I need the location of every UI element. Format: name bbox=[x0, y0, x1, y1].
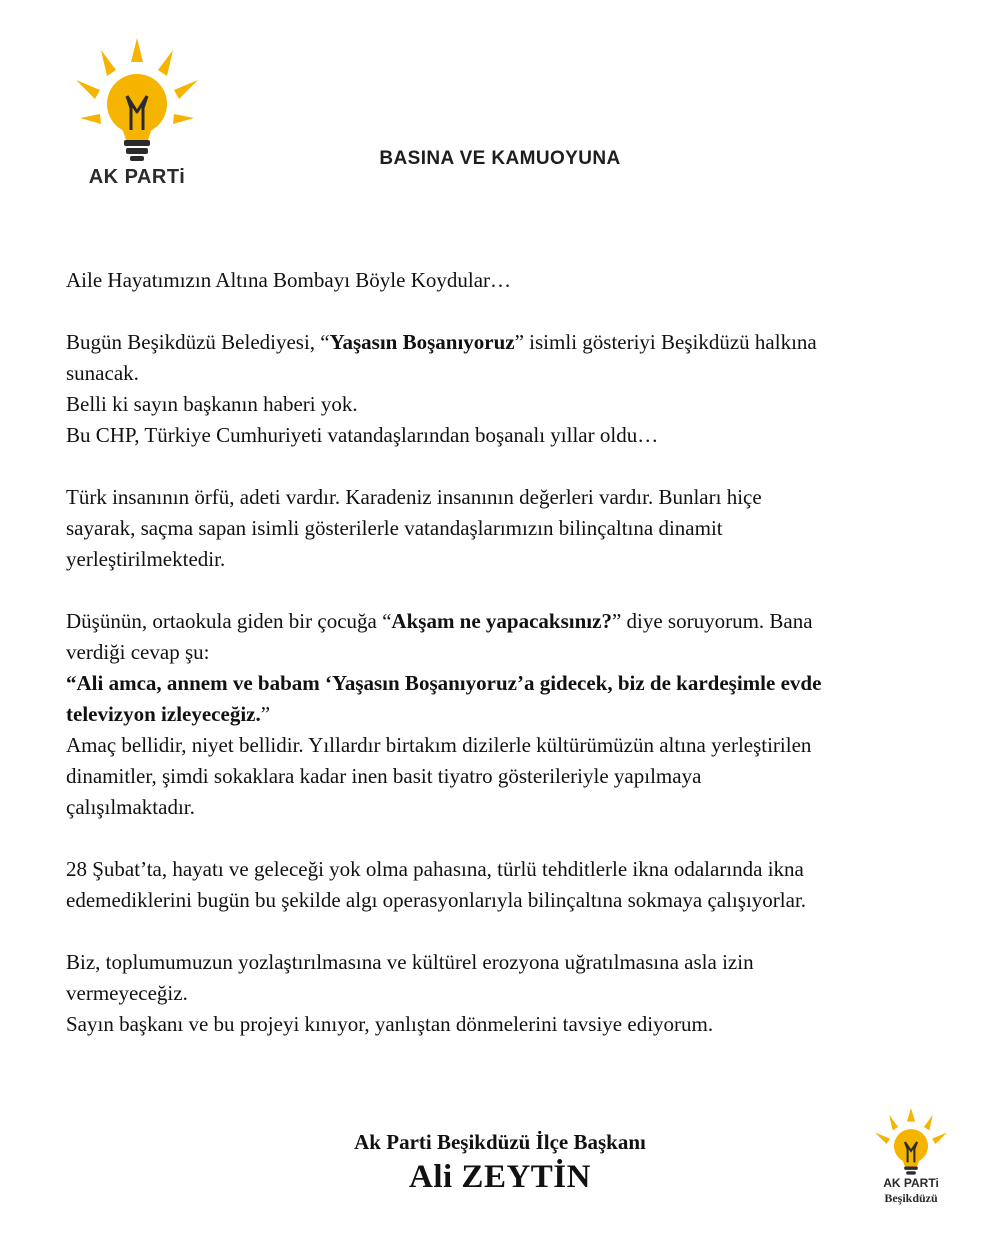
paragraph bbox=[66, 854, 936, 916]
text-segment: Türk insanının örfü, adeti vardır. Karadeniz insanının değerleri vardır. Bunları hiçe bbox=[66, 485, 762, 509]
text-line bbox=[66, 699, 936, 730]
text-line bbox=[66, 420, 936, 451]
text-segment: çalışılmaktadır. bbox=[66, 795, 195, 819]
text-line bbox=[66, 544, 936, 575]
signature-title: Ak Parti Beşikdüzü İlçe Başkanı bbox=[354, 1130, 646, 1154]
logo-text: AK PARTi bbox=[88, 166, 186, 188]
text-segment: ” isimli gösteriyi Beşikdüzü halkına bbox=[514, 330, 817, 354]
paragraph bbox=[66, 482, 936, 575]
text-line bbox=[66, 947, 936, 978]
text-line bbox=[66, 761, 936, 792]
paragraph bbox=[66, 265, 936, 296]
paragraph bbox=[66, 947, 936, 1040]
text-segment: vermeyeceğiz. bbox=[66, 981, 188, 1005]
text-line bbox=[66, 513, 936, 544]
text-line bbox=[66, 358, 936, 389]
page-title: BASINA VE KAMUOYUNA bbox=[379, 148, 621, 169]
bold-text: Yaşasın Boşanıyoruz bbox=[329, 330, 515, 354]
text-segment: Biz, toplumumuzun yozlaştırılmasına ve kültürel erozyona uğratılmasına asla izin bbox=[66, 950, 754, 974]
text-segment: Belli ki sayın başkanın haberi yok. bbox=[66, 392, 358, 416]
text-segment: verdiği cevap şu: bbox=[66, 640, 210, 664]
text-line bbox=[66, 1009, 936, 1040]
text-line bbox=[66, 265, 936, 296]
text-segment: Amaç bellidir, niyet bellidir. Yıllardır birtakım dizilerle kültürümüzün altına yerleştirilen bbox=[66, 733, 812, 757]
text-segment: dinamitler, şimdi sokaklara kadar inen basit tiyatro gösterileriyle yapılmaya bbox=[66, 764, 702, 788]
text-line bbox=[66, 885, 936, 916]
text-line bbox=[66, 637, 936, 668]
text-segment: sayarak, saçma sapan isimli gösterilerle vatandaşlarımızın bilinçaltına dinamit bbox=[66, 516, 723, 540]
text-segment: edemediklerini bugün bu şekilde algı operasyonlarıyla bilinçaltına sokmaya çalışıyorlar. bbox=[66, 888, 807, 912]
paragraph bbox=[66, 327, 936, 451]
text-line bbox=[66, 606, 936, 637]
text-segment: Bugün Beşikdüzü Belediyesi, “ bbox=[66, 330, 330, 354]
text-segment: ” bbox=[260, 702, 271, 726]
small-logo-subtitle: Beşikdüzü bbox=[884, 1191, 938, 1205]
small-logo-text: AK PARTi bbox=[883, 1176, 939, 1190]
text-line bbox=[66, 978, 936, 1009]
text-segment: yerleştirilmektedir. bbox=[66, 547, 226, 571]
text-line bbox=[66, 389, 936, 420]
lightbulb-icon bbox=[866, 1108, 956, 1176]
text-line bbox=[66, 854, 936, 885]
bold-text: “Ali amca, annem ve babam ‘Yaşasın Boşanıyoruz’a gidecek, biz de kardeşimle evde bbox=[66, 671, 822, 695]
text-line bbox=[66, 668, 936, 699]
statement-body bbox=[66, 265, 936, 1071]
text-segment: 28 Şubat’ta, hayatı ve geleceği yok olma pahasına, türlü tehditlerle ikna odalarında ikna bbox=[66, 857, 804, 881]
paragraph bbox=[66, 606, 936, 823]
signature-block bbox=[300, 1128, 700, 1198]
ak-parti-besikduzu-logo bbox=[866, 1108, 956, 1208]
text-line bbox=[66, 327, 936, 358]
lightbulb-icon bbox=[72, 36, 202, 166]
signature-name: Ali ZEYTİN bbox=[409, 1159, 591, 1195]
bold-text: Akşam ne yapacaksınız? bbox=[391, 609, 612, 633]
ak-parti-logo bbox=[72, 36, 202, 196]
text-segment: Sayın başkanı ve bu projeyi kınıyor, yanlıştan dönmelerini tavsiye ediyorum. bbox=[66, 1012, 714, 1036]
text-segment: ” diye soruyorum. Bana bbox=[611, 609, 813, 633]
text-segment: Aile Hayatımızın Altına Bombayı Böyle Koydular… bbox=[66, 268, 512, 292]
bold-text: televizyon izleyeceğiz. bbox=[66, 702, 261, 726]
text-segment: sunacak. bbox=[66, 361, 139, 385]
text-line bbox=[66, 792, 936, 823]
text-segment: Düşünün, ortaokula giden bir çocuğa “ bbox=[66, 609, 392, 633]
text-line bbox=[66, 482, 936, 513]
text-line bbox=[66, 730, 936, 761]
text-segment: Bu CHP, Türkiye Cumhuriyeti vatandaşlarından boşanalı yıllar oldu… bbox=[66, 423, 659, 447]
